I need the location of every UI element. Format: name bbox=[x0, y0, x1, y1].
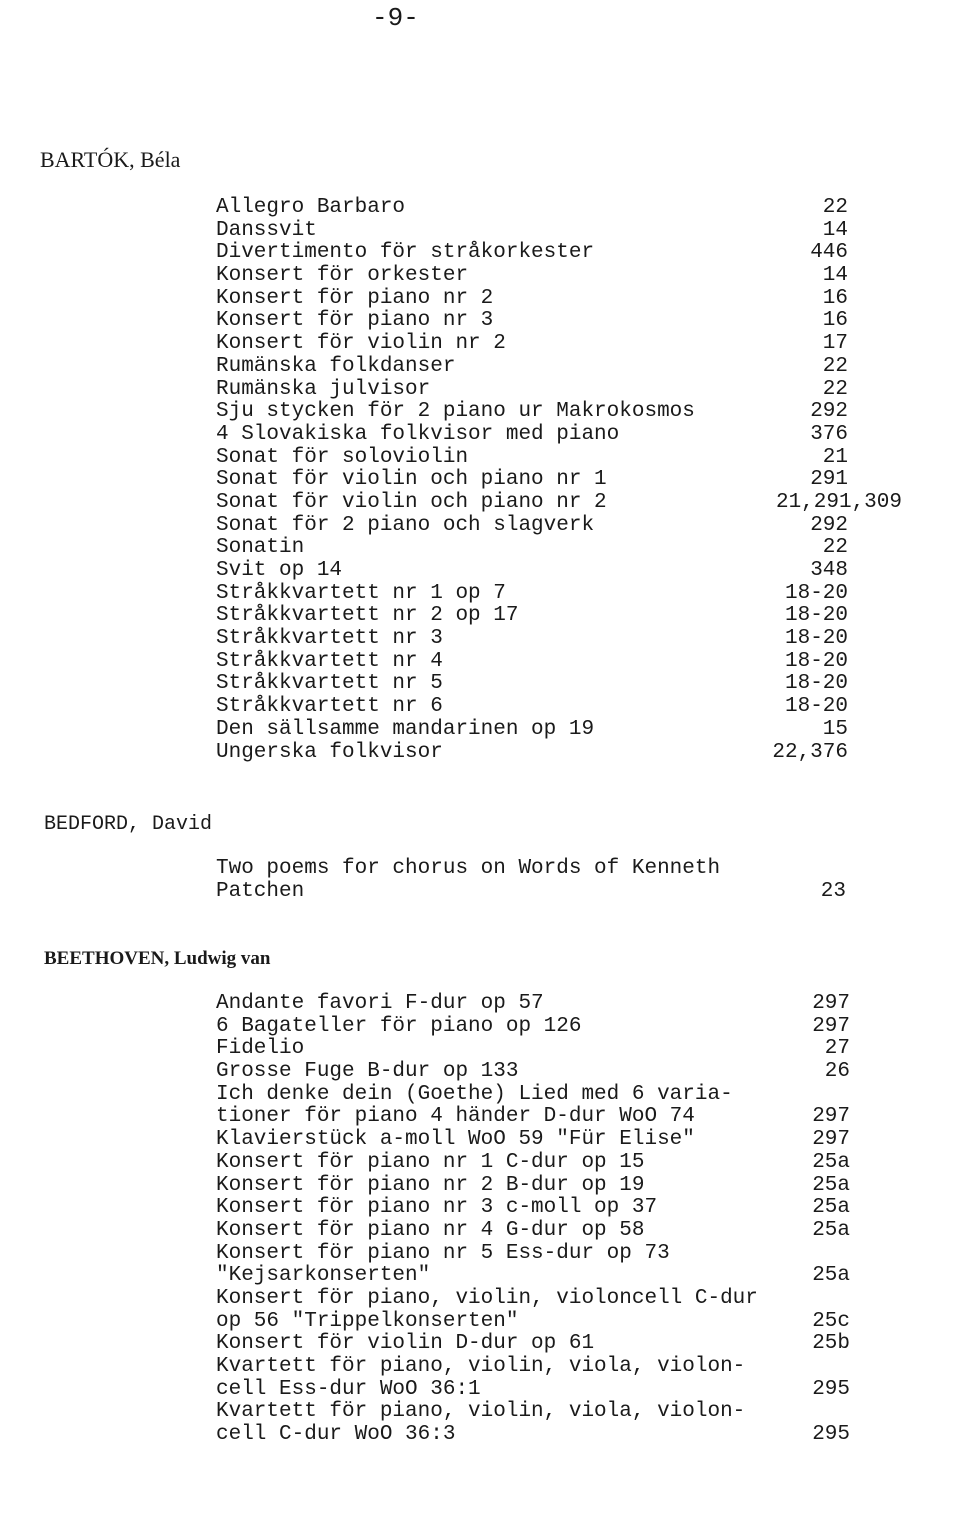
page-reference: 292 bbox=[810, 400, 848, 424]
work-entry bbox=[0, 1333, 960, 1356]
composer-heading: BEDFORD, David bbox=[44, 813, 213, 836]
work-title: Konsert för piano nr 3 c-moll op 37 bbox=[216, 1196, 658, 1220]
page-reference: 295 bbox=[812, 1377, 850, 1401]
page-reference: 22 bbox=[822, 536, 848, 560]
work-title: Konsert för piano nr 2 bbox=[216, 286, 494, 310]
work-title: Konsert för orkester bbox=[216, 264, 469, 288]
page-reference: 18-20 bbox=[784, 672, 848, 696]
work-entry bbox=[0, 1061, 960, 1084]
page-reference: 27 bbox=[824, 1037, 850, 1061]
page-reference: 291 bbox=[810, 468, 848, 492]
work-title: Stråkkvartett nr 3 bbox=[216, 627, 443, 651]
work-entry bbox=[0, 310, 960, 333]
work-entry bbox=[0, 1129, 960, 1152]
work-title: Konsert för piano nr 2 B-dur op 19 bbox=[216, 1173, 645, 1197]
work-entry bbox=[0, 1197, 960, 1220]
page-reference: 18-20 bbox=[784, 695, 848, 719]
page-reference: 25a bbox=[812, 1196, 850, 1220]
work-title: Sonat för violin och piano nr 1 bbox=[216, 468, 607, 492]
work-title: Rumänska julvisor bbox=[216, 377, 431, 401]
work-title: Sju stycken för 2 piano ur Makrokosmos bbox=[216, 400, 695, 424]
page-reference: 297 bbox=[812, 1128, 850, 1152]
page-reference: 297 bbox=[812, 992, 850, 1015]
work-entry bbox=[0, 1084, 960, 1129]
page-reference: 25b bbox=[812, 1332, 850, 1356]
work-entry bbox=[0, 1152, 960, 1175]
work-entry bbox=[0, 242, 960, 265]
work-entry bbox=[0, 424, 960, 447]
work-title: 6 Bagateller för piano op 126 bbox=[216, 1014, 582, 1038]
work-title: Sonatin bbox=[216, 536, 305, 560]
work-title: Danssvit bbox=[216, 218, 317, 242]
page-reference: 26 bbox=[824, 1060, 850, 1084]
page-reference: 297 bbox=[812, 1105, 850, 1129]
work-entry bbox=[0, 1401, 960, 1446]
work-list bbox=[0, 197, 960, 764]
work-entry bbox=[0, 1038, 960, 1061]
work-entry bbox=[0, 447, 960, 470]
work-list bbox=[0, 858, 960, 903]
work-title: Kvartett för piano, violin, viola, violon- cell Ess-dur WoO 36:1 bbox=[216, 1355, 746, 1401]
work-title: Stråkkvartett nr 5 bbox=[216, 672, 443, 696]
page-reference: 22 bbox=[822, 354, 848, 378]
work-entry bbox=[0, 197, 960, 220]
page-reference: 14 bbox=[822, 264, 848, 288]
page-reference: 17 bbox=[822, 332, 848, 356]
work-entry bbox=[0, 673, 960, 696]
work-entry bbox=[0, 492, 960, 515]
page-reference: 22,376 bbox=[772, 740, 848, 764]
work-entry bbox=[0, 1016, 960, 1039]
work-title: Stråkkvartett nr 4 bbox=[216, 649, 443, 673]
work-entry bbox=[0, 651, 960, 674]
work-title: Konsert för piano nr 4 G-dur op 58 bbox=[216, 1218, 645, 1242]
work-title: Sonat för soloviolin bbox=[216, 445, 469, 469]
page-reference: 376 bbox=[810, 422, 848, 446]
page-number: -9- bbox=[372, 3, 419, 33]
work-entry bbox=[0, 696, 960, 719]
page-reference: 297 bbox=[812, 1014, 850, 1038]
page-reference: 16 bbox=[822, 309, 848, 333]
page-reference: 15 bbox=[822, 717, 848, 741]
work-title: Konsert för piano nr 5 Ess-dur op 73 "Kejsarkonserten" bbox=[216, 1241, 670, 1288]
work-title: Ungerska folkvisor bbox=[216, 740, 443, 764]
work-entry bbox=[0, 560, 960, 583]
page-reference: 22 bbox=[822, 196, 848, 219]
work-entry bbox=[0, 583, 960, 606]
work-entry bbox=[0, 288, 960, 311]
work-title: Konsert för violin D-dur op 61 bbox=[216, 1332, 595, 1356]
work-entry bbox=[0, 1288, 960, 1333]
page-reference: 25a bbox=[812, 1173, 850, 1197]
work-list bbox=[0, 993, 960, 1447]
page-reference: 18-20 bbox=[784, 604, 848, 628]
work-title: Svit op 14 bbox=[216, 559, 343, 582]
work-entry bbox=[0, 628, 960, 651]
page-reference: 23 bbox=[820, 879, 846, 903]
work-title: 4 Slovakiska folkvisor med piano bbox=[216, 422, 620, 446]
page-reference: 14 bbox=[822, 218, 848, 242]
composer-heading: BEETHOVEN, Ludwig van bbox=[44, 948, 271, 969]
work-entry bbox=[0, 356, 960, 379]
work-title: Fidelio bbox=[216, 1037, 305, 1061]
work-entry bbox=[0, 1175, 960, 1198]
work-entry bbox=[0, 401, 960, 424]
work-entry bbox=[0, 537, 960, 560]
page-reference: 21,291,309 bbox=[775, 490, 902, 514]
work-entry bbox=[0, 469, 960, 492]
page-reference: 21 bbox=[822, 445, 848, 469]
page-reference: 446 bbox=[810, 241, 848, 265]
page-reference: 25a bbox=[812, 1264, 850, 1288]
work-entry bbox=[0, 742, 960, 765]
work-title: Kvartett för piano, violin, viola, violon- cell C-dur WoO 36:3 bbox=[216, 1400, 746, 1447]
work-title: Stråkkvartett nr 2 op 17 bbox=[216, 604, 519, 628]
page-reference: 292 bbox=[810, 513, 848, 537]
work-title: Divertimento för stråkorkester bbox=[216, 241, 595, 265]
page-reference: 18-20 bbox=[784, 581, 848, 605]
work-entry bbox=[0, 515, 960, 538]
page-reference: 18-20 bbox=[784, 649, 848, 673]
page-reference: 25a bbox=[812, 1150, 850, 1174]
work-entry bbox=[0, 379, 960, 402]
work-entry bbox=[0, 605, 960, 628]
work-entry bbox=[0, 220, 960, 243]
page-reference: 295 bbox=[812, 1423, 850, 1447]
work-entry bbox=[0, 719, 960, 742]
page-reference: 348 bbox=[810, 559, 848, 582]
work-entry bbox=[0, 1220, 960, 1243]
page-reference: 25a bbox=[812, 1218, 850, 1242]
work-title: Allegro Barbaro bbox=[216, 196, 406, 219]
work-title: Stråkkvartett nr 1 op 7 bbox=[216, 581, 506, 605]
work-title: Andante favori F-dur op 57 bbox=[216, 992, 544, 1015]
page-reference: 25c bbox=[812, 1309, 850, 1333]
work-title: Den sällsamme mandarinen op 19 bbox=[216, 717, 595, 741]
work-title: Rumänska folkdanser bbox=[216, 354, 456, 378]
work-title: Two poems for chorus on Words of Kenneth Patchen bbox=[216, 857, 721, 903]
work-title: Konsert för piano nr 3 bbox=[216, 309, 494, 333]
work-entry bbox=[0, 1356, 960, 1401]
work-entry bbox=[0, 858, 960, 903]
work-title: Stråkkvartett nr 6 bbox=[216, 695, 443, 719]
work-entry bbox=[0, 993, 960, 1016]
work-title: Klavierstück a-moll WoO 59 "Für Elise" bbox=[216, 1128, 695, 1152]
work-entry bbox=[0, 1243, 960, 1288]
work-entry bbox=[0, 265, 960, 288]
work-title: Sonat för 2 piano och slagverk bbox=[216, 513, 595, 537]
work-entry bbox=[0, 333, 960, 356]
work-title: Konsert för violin nr 2 bbox=[216, 332, 506, 356]
page-reference: 16 bbox=[822, 286, 848, 310]
work-title: Konsert för piano nr 1 C-dur op 15 bbox=[216, 1150, 645, 1174]
work-title: Grosse Fuge B-dur op 133 bbox=[216, 1060, 519, 1084]
composer-heading: BARTÓK, Béla bbox=[40, 147, 181, 172]
work-title: Konsert för piano, violin, violoncell C-dur op 56 "Trippelkonserten" bbox=[216, 1286, 758, 1333]
work-title: Ich denke dein (Goethe) Lied med 6 varia- tioner för piano 4 händer D-dur WoO 74 bbox=[216, 1082, 733, 1129]
page-reference: 18-20 bbox=[784, 627, 848, 651]
work-title: Sonat för violin och piano nr 2 bbox=[216, 490, 607, 514]
page-reference: 22 bbox=[822, 377, 848, 401]
